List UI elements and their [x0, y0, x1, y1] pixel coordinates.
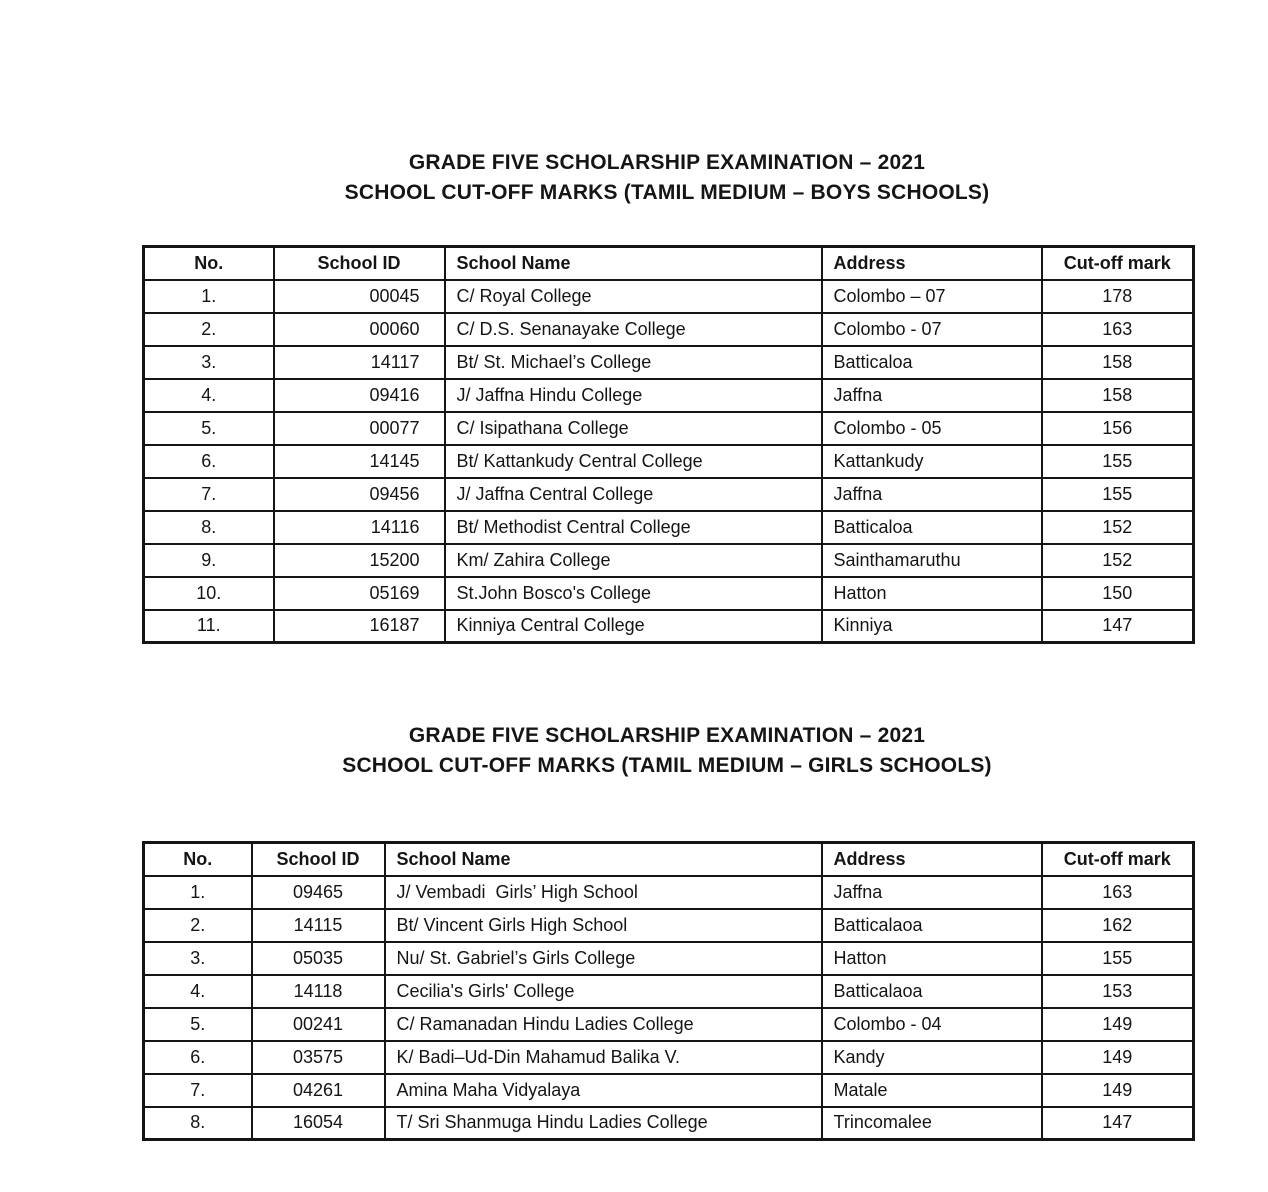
table-cell: 2.: [144, 313, 274, 346]
table-cell: 155: [1042, 445, 1194, 478]
column-header: School Name: [385, 843, 822, 876]
table-cell: Batticalaoa: [822, 909, 1042, 942]
table-cell: 09456: [274, 478, 445, 511]
table-cell: C/ D.S. Senanayake College: [445, 313, 822, 346]
table-cell: Kinniya: [822, 610, 1042, 643]
table-row: [144, 975, 1194, 1008]
table-cell: Kandy: [822, 1041, 1042, 1074]
table-row: [144, 478, 1194, 511]
table-row: [144, 379, 1194, 412]
table-cell: J/ Vembadi Girls’ High School: [385, 876, 822, 909]
table-cell: 163: [1042, 876, 1194, 909]
table-cell: Colombo - 05: [822, 412, 1042, 445]
table-cell: Jaffna: [822, 876, 1042, 909]
table-cell: Colombo - 07: [822, 313, 1042, 346]
document-content: [142, 0, 1192, 1141]
table-cell: Bt/ St. Michael’s College: [445, 346, 822, 379]
boys-section: [142, 148, 1192, 644]
table-cell: 14116: [274, 511, 445, 544]
girls-title-line-2: SCHOOL CUT-OFF MARKS (TAMIL MEDIUM – GIRLS SCHOOLS): [342, 754, 992, 777]
boys-cutoff-table: [142, 245, 1195, 644]
table-cell: T/ Sri Shanmuga Hindu Ladies College: [385, 1107, 822, 1140]
boys-section-title: [142, 148, 1192, 208]
table-cell: 147: [1042, 1107, 1194, 1140]
column-header: Address: [822, 843, 1042, 876]
table-cell: Km/ Zahira College: [445, 544, 822, 577]
table-cell: 14118: [252, 975, 385, 1008]
table-row: [144, 610, 1194, 643]
table-cell: 14115: [252, 909, 385, 942]
table-cell: 5.: [144, 412, 274, 445]
table-row: [144, 280, 1194, 313]
table-cell: Nu/ St. Gabriel’s Girls College: [385, 942, 822, 975]
table-cell: St.John Bosco's College: [445, 577, 822, 610]
table-cell: C/ Ramanadan Hindu Ladies College: [385, 1008, 822, 1041]
table-cell: 10.: [144, 577, 274, 610]
table-cell: 155: [1042, 942, 1194, 975]
column-header: Address: [822, 247, 1042, 280]
table-cell: 4.: [144, 379, 274, 412]
table-cell: 05035: [252, 942, 385, 975]
table-cell: 155: [1042, 478, 1194, 511]
table-row: [144, 412, 1194, 445]
table-cell: 00045: [274, 280, 445, 313]
table-cell: 152: [1042, 511, 1194, 544]
table-cell: 1.: [144, 876, 252, 909]
header-row: [144, 247, 1194, 280]
table-row: [144, 1107, 1194, 1140]
table-cell: 150: [1042, 577, 1194, 610]
table-row: [144, 876, 1194, 909]
table-row: [144, 1074, 1194, 1107]
table-cell: 09465: [252, 876, 385, 909]
table-cell: Batticaloa: [822, 511, 1042, 544]
girls-title-line-1: GRADE FIVE SCHOLARSHIP EXAMINATION – 2021: [408, 724, 926, 747]
table-cell: 15200: [274, 544, 445, 577]
boys-table-body: [144, 280, 1194, 643]
girls-table-body: [144, 876, 1194, 1140]
table-cell: 156: [1042, 412, 1194, 445]
table-cell: Cecilia's Girls' College: [385, 975, 822, 1008]
table-cell: 6.: [144, 1041, 252, 1074]
table-cell: 03575: [252, 1041, 385, 1074]
table-cell: Kattankudy: [822, 445, 1042, 478]
girls-section: [142, 721, 1192, 1141]
table-cell: 14117: [274, 346, 445, 379]
table-row: [144, 445, 1194, 478]
table-cell: 178: [1042, 280, 1194, 313]
table-cell: Bt/ Kattankudy Central College: [445, 445, 822, 478]
table-cell: 153: [1042, 975, 1194, 1008]
table-row: [144, 942, 1194, 975]
table-cell: Jaffna: [822, 478, 1042, 511]
table-cell: 9.: [144, 544, 274, 577]
table-cell: 09416: [274, 379, 445, 412]
table-cell: 16054: [252, 1107, 385, 1140]
table-cell: K/ Badi–Ud-Din Mahamud Balika V.: [385, 1041, 822, 1074]
table-cell: 147: [1042, 610, 1194, 643]
column-header: No.: [144, 247, 274, 280]
table-cell: 8.: [144, 1107, 252, 1140]
table-cell: 11.: [144, 610, 274, 643]
girls-cutoff-table: [142, 841, 1195, 1141]
table-cell: 00241: [252, 1008, 385, 1041]
table-cell: 152: [1042, 544, 1194, 577]
boys-title-line-2: SCHOOL CUT-OFF MARKS (TAMIL MEDIUM – BOYS SCHOOLS): [344, 181, 990, 204]
table-cell: 14145: [274, 445, 445, 478]
table-cell: 16187: [274, 610, 445, 643]
table-row: [144, 1041, 1194, 1074]
table-cell: J/ Jaffna Hindu College: [445, 379, 822, 412]
table-row: [144, 511, 1194, 544]
table-cell: Batticalaoa: [822, 975, 1042, 1008]
girls-table-header: [144, 843, 1194, 876]
column-header: Cut-off mark: [1042, 843, 1194, 876]
table-cell: 7.: [144, 478, 274, 511]
table-cell: 00060: [274, 313, 445, 346]
girls-section-title: [142, 721, 1192, 781]
table-cell: Hatton: [822, 577, 1042, 610]
table-cell: 8.: [144, 511, 274, 544]
table-cell: 149: [1042, 1041, 1194, 1074]
table-cell: 05169: [274, 577, 445, 610]
table-cell: 6.: [144, 445, 274, 478]
table-cell: Bt/ Vincent Girls High School: [385, 909, 822, 942]
table-cell: 162: [1042, 909, 1194, 942]
table-cell: 7.: [144, 1074, 252, 1107]
table-cell: 00077: [274, 412, 445, 445]
table-cell: 2.: [144, 909, 252, 942]
table-cell: Hatton: [822, 942, 1042, 975]
boys-table-header: [144, 247, 1194, 280]
table-cell: Batticaloa: [822, 346, 1042, 379]
table-cell: C/ Royal College: [445, 280, 822, 313]
column-header: No.: [144, 843, 252, 876]
table-row: [144, 1008, 1194, 1041]
table-row: [144, 909, 1194, 942]
table-cell: Amina Maha Vidyalaya: [385, 1074, 822, 1107]
column-header: School ID: [274, 247, 445, 280]
table-cell: 149: [1042, 1074, 1194, 1107]
table-cell: 158: [1042, 346, 1194, 379]
table-cell: 158: [1042, 379, 1194, 412]
column-header: School ID: [252, 843, 385, 876]
table-cell: Trincomalee: [822, 1107, 1042, 1140]
table-cell: 3.: [144, 346, 274, 379]
boys-title-line-1: GRADE FIVE SCHOLARSHIP EXAMINATION – 2021: [408, 151, 926, 174]
table-cell: 149: [1042, 1008, 1194, 1041]
table-cell: Bt/ Methodist Central College: [445, 511, 822, 544]
table-row: [144, 544, 1194, 577]
column-header: Cut-off mark: [1042, 247, 1194, 280]
table-cell: Colombo - 04: [822, 1008, 1042, 1041]
table-cell: 1.: [144, 280, 274, 313]
column-header: School Name: [445, 247, 822, 280]
table-row: [144, 313, 1194, 346]
table-cell: J/ Jaffna Central College: [445, 478, 822, 511]
table-cell: 163: [1042, 313, 1194, 346]
table-row: [144, 346, 1194, 379]
header-row: [144, 843, 1194, 876]
table-cell: Kinniya Central College: [445, 610, 822, 643]
table-row: [144, 577, 1194, 610]
table-cell: Jaffna: [822, 379, 1042, 412]
table-cell: 3.: [144, 942, 252, 975]
table-cell: Matale: [822, 1074, 1042, 1107]
table-cell: 5.: [144, 1008, 252, 1041]
table-cell: 04261: [252, 1074, 385, 1107]
table-cell: Sainthamaruthu: [822, 544, 1042, 577]
table-cell: Colombo – 07: [822, 280, 1042, 313]
table-cell: C/ Isipathana College: [445, 412, 822, 445]
table-cell: 4.: [144, 975, 252, 1008]
